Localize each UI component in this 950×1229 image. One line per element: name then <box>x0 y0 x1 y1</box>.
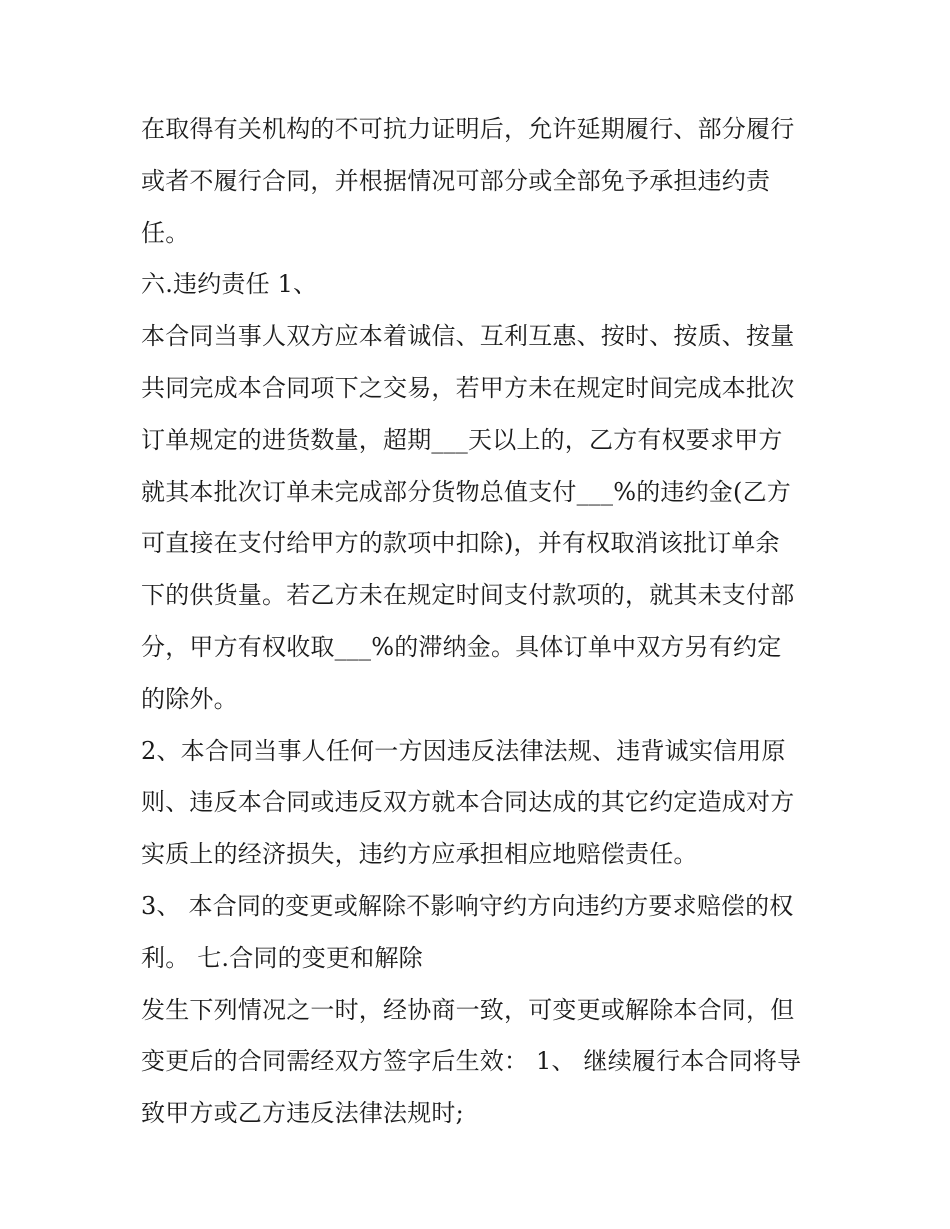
text-line: 或者不履行合同，并根据情况可部分或全部免予承担违约责 <box>141 166 771 195</box>
text-line: 订单规定的进货数量，超期___天以上的，乙方有权要求甲方 <box>141 425 783 454</box>
text-line: 分，甲方有权收取___%的滞纳金。具体订单中双方另有约定 <box>141 632 782 661</box>
text-line: 就其本批次订单未完成部分货物总值支付___%的违约金(乙方 <box>141 477 791 506</box>
text-line: 本合同当事人双方应本着诚信、互利互惠、按时、按质、按量 <box>141 322 795 351</box>
document-body <box>141 104 821 1140</box>
text-line: 在取得有关机构的不可抗力证明后，允许延期履行、部分履行 <box>141 115 795 143</box>
text-line: 实质上的经济损失，违约方应承担相应地赔偿责任。 <box>141 840 698 869</box>
text-line: 变更后的合同需经双方签字后生效： 1、 继续履行本合同将导 <box>141 1047 802 1076</box>
section-heading-breach: 六.违约责任 1、 <box>141 270 318 299</box>
section-heading-modification: 利。 七.合同的变更和解除 <box>141 943 423 972</box>
text-line: 任。 <box>141 218 190 247</box>
text-line: 2、本合同当事人任何一方因违反法律法规、违背诚实信用原 <box>141 736 786 765</box>
text-line: 共同完成本合同项下之交易，若甲方未在规定时间完成本批次 <box>141 373 795 402</box>
text-line: 则、违反本合同或违反双方就本合同达成的其它约定造成对方 <box>141 788 795 817</box>
text-line: 3、 本合同的变更或解除不影响守约方向违约方要求赔偿的权 <box>141 891 794 920</box>
text-line: 下的供货量。若乙方未在规定时间支付款项的，就其未支付部 <box>141 581 795 610</box>
text-line: 发生下列情况之一时，经协商一致，可变更或解除本合同，但 <box>141 995 795 1024</box>
text-line: 可直接在支付给甲方的款项中扣除)，并有权取消该批订单余 <box>141 529 780 558</box>
text-line: 致甲方或乙方违反法律法规时; <box>141 1099 464 1128</box>
text-line: 的除外。 <box>141 684 238 713</box>
